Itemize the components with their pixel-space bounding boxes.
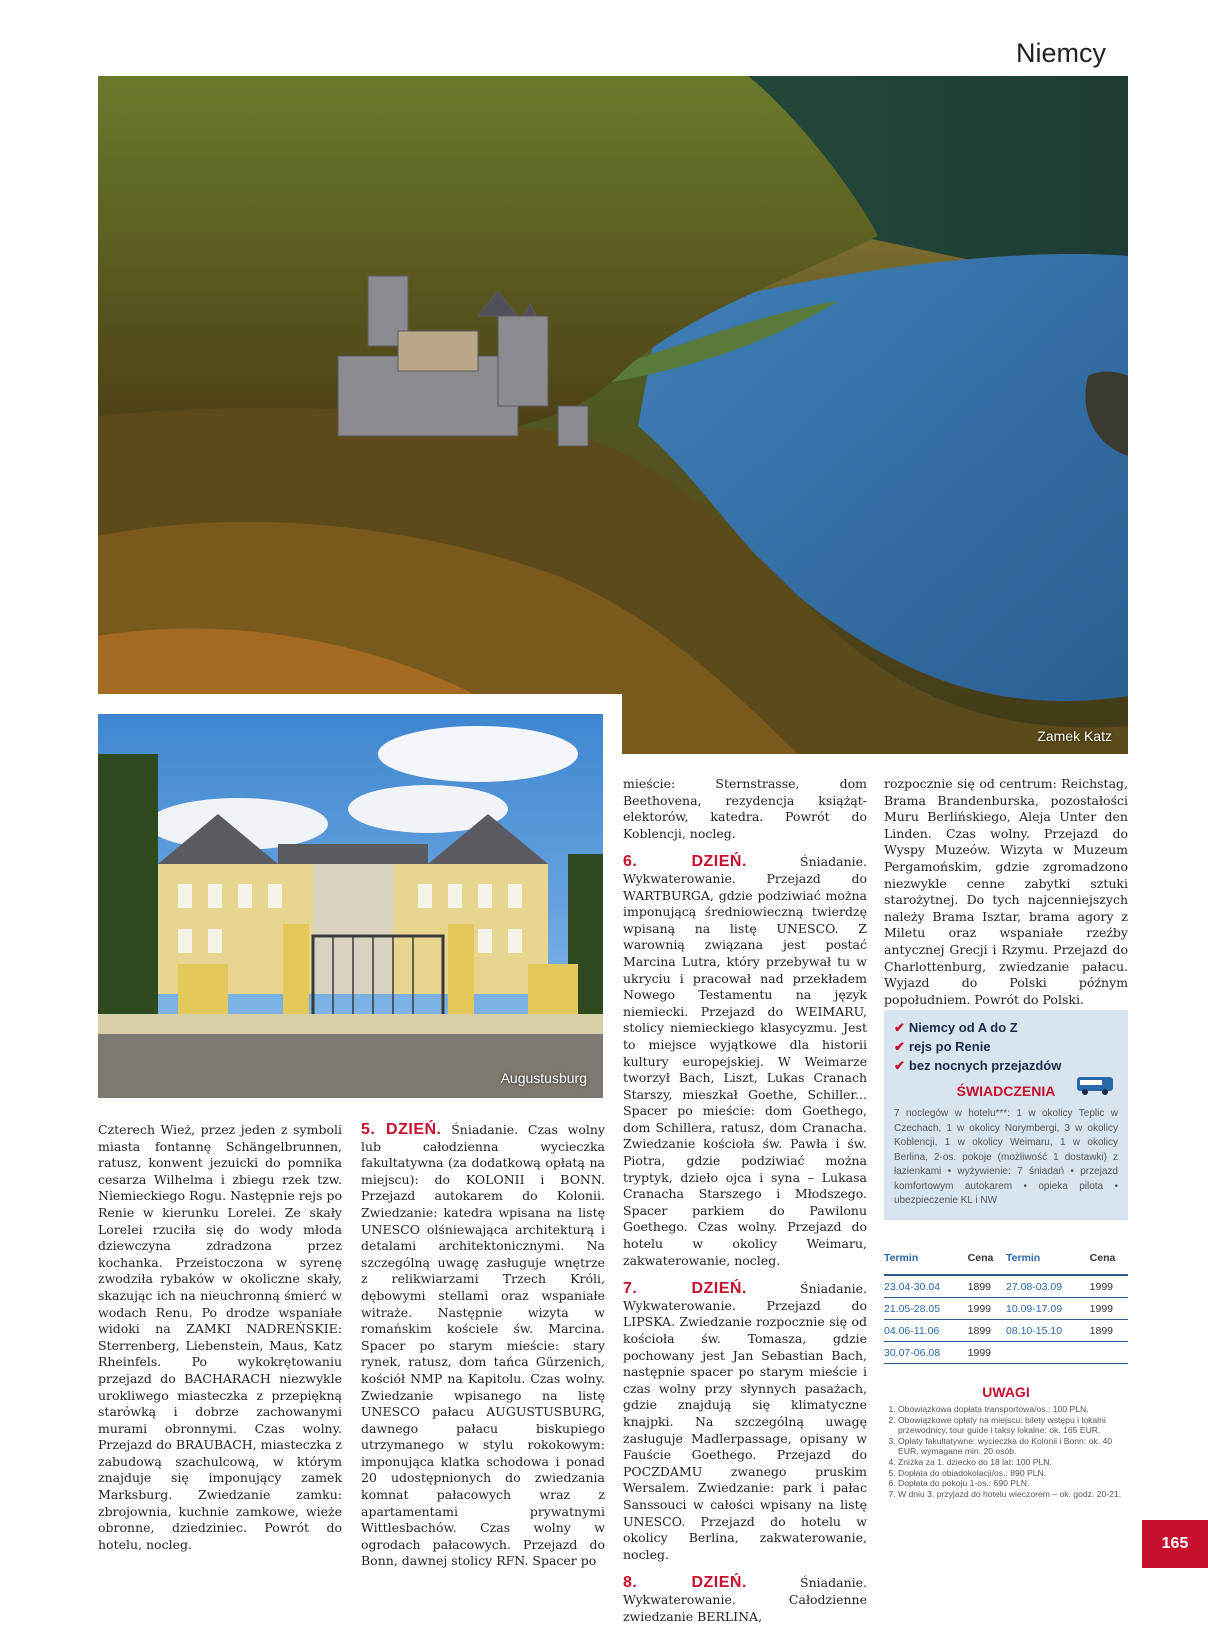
paragraph-day5 (361, 1122, 605, 1570)
augustusburg-palace-illustration (98, 714, 603, 1098)
uwagi-item: 4. Zniżka za 1. dziecko do 18 lat: 100 PLN. (898, 1457, 1128, 1468)
swiadczenia-heading: ŚWIADCZENIA (956, 1083, 1056, 1099)
uwagi-heading: UWAGI (982, 1384, 1030, 1400)
header-termin: Termin (1006, 1244, 1090, 1275)
text-column-4 (884, 776, 1128, 1008)
date-cell: 08.10-15.10 (1006, 1320, 1090, 1342)
date-cell: 23.04-30.04 (884, 1275, 968, 1298)
paragraph-day4-cont: Czterech Wież, przez jeden z symboli miasta fontannę Schängelbrunnen, ratusz, konwent jezuicki do pomnika cesarza Wilhelma i zbiegu rzek tzw. Niemieckiego Rogu. Następnie rejs po Renie w kierunku Lorelei. Ze skały Lorelei rzuciła się do wody młoda dziewczyna zdradzona przez kochanka. Przeistoczona w syrenę zwodziła rybaków w okoliczne skały, skazując ich na nieuchronną śmierć w wodach Renu. Po drodze wspaniałe widoki na ZAMKI NADREŃSKIE: Sterrenberg, Liebenstein, Maus, Katz Rheinfels. Po wykokrętowaniu przejazd do BACHARACH niezwykle urokliwego miasteczka z przepiękną starówką i dobrze zachowanymi murami obronnymi. Czas wolny. Przejazd do BRAUBACH, miasteczka z zabudową szachulcową, w którym znajduje się imponujący zamek Marksburg. Zwiedzanie zamku: zbrojownia, kuchnie zamkowe, wieże obronne, dziedziniec. Powrót do hotelu, nocleg. (98, 1122, 342, 1552)
check-icon: ✔ (894, 1039, 905, 1054)
table-header-row (884, 1244, 1128, 1275)
inset-photo (98, 714, 603, 1098)
hero-caption: Zamek Katz (1037, 728, 1112, 744)
day8-text: Śniadanie. Wykwaterowanie. Całodzienne zwiedzanie BERLINA, (623, 1575, 867, 1624)
paragraph-day8 (623, 1575, 867, 1625)
price-cell: 1999 (1090, 1298, 1128, 1320)
uwagi-item: 1. Obowiązkowa dopłata transportowa/os.: 100 PLN. (898, 1404, 1128, 1415)
price-table (884, 1244, 1128, 1364)
day8-heading: 8. DZIEŃ. (623, 1574, 747, 1592)
uwagi-item: 5. Dopłata do obiadokolacji/os.: 890 PLN. (898, 1468, 1128, 1479)
price-cell: 1999 (1090, 1275, 1128, 1298)
day6-text: Śniadanie. Wykwaterowanie. Przejazd do WARTBURGA, gdzie podziwiać można imponującą średniowieczną twierdzę wpisaną na listę UNESCO. Z warownią związana jest postać Marcina Lutra, który przebywał tu w ukryciu i pracował nad przekładem Nowego Testamentu na język niemiecki. Przejazd do WEIMARU, stolicy niemieckiego klasycyzmu. Jest to miejsce wyjątkowe dla historii kultury europejskiej. W Weimarze tworzył Bach, Liszt, Lukas Cranach Starszy, mieszkał Goethe, Schiller... Spacer po mieście: dom Goethego, dom Schillera, ratusz, dom Cranacha. Zwiedzanie kościoła św. Pawła i św. Piotra, gdzie podziwiać można tryptyk, dzieło ojca i syna – Lukasa Cranacha Starszego i Młodszego. Spacer parkiem do Pawilonu Goethego. Czas wolny. Przejazd do hotelu w okolicy Weimaru, zakwaterowanie, nocleg. (623, 854, 867, 1268)
text-column-3 (623, 776, 867, 1625)
info-box (884, 1010, 1128, 1220)
inset-caption: Augustusburg (500, 1070, 587, 1086)
uwagi-list (884, 1404, 1128, 1499)
day7-heading: 7. DZIEŃ. (623, 1280, 747, 1298)
table-row (884, 1298, 1128, 1320)
price-cell: 1899 (968, 1275, 1006, 1298)
paragraph-day7 (623, 1281, 867, 1563)
bus-icon (1076, 1075, 1116, 1097)
table-row (884, 1320, 1128, 1342)
rhine-valley-illustration (98, 76, 1128, 754)
uwagi-item: 6. Dopłata do pokoju 1-os.: 690 PLN. (898, 1478, 1128, 1489)
hero-photo (98, 76, 1128, 754)
uwagi-item: 3. Opłaty fakultatywne: wycieczka do Kolonii i Bonn: ok. 40 EUR, wymagane min. 20 osób. (898, 1436, 1128, 1457)
price-cell: 1899 (1090, 1320, 1128, 1342)
text-column-1 (98, 1122, 342, 1553)
header-termin: Termin (884, 1244, 968, 1275)
text-column-2 (361, 1122, 605, 1570)
check-icon: ✔ (894, 1020, 905, 1035)
header-cena: Cena (968, 1244, 1006, 1275)
price-cell (1090, 1342, 1128, 1364)
date-cell: 10.09-17.09 (1006, 1298, 1090, 1320)
price-cell: 1899 (968, 1320, 1006, 1342)
day6-heading: 6. DZIEŃ. (623, 853, 747, 871)
price-cell: 1999 (968, 1342, 1006, 1364)
feature-item: ✔ rejs po Renie (894, 1039, 991, 1054)
date-cell: 21.05-28.05 (884, 1298, 968, 1320)
day7-text: Śniadanie. Wykwaterowanie. Przejazd do LIPSKA. Zwiedzanie rozpocznie się od kościoła św. Tomasza, gdzie pochowany jest Jan Sebastian Bach, następnie spacer po starym mieście i czas wolny przy słynnych pasażach, gdzie znajdują się klimatyczne knajpki. Na szczególną uwagę zasługuje Madlerpassage, opisany w Fauście Goethego. Przejazd do POCZDAMU zwanego pruskim Wersalem. Zwiedzanie: park i pałac Sanssouci w całości wpisany na listę UNESCO. Przejazd do hotelu w okolicy Berlina, zakwaterowanie, nocleg. (623, 1281, 867, 1562)
page-number: 165 (1142, 1520, 1208, 1568)
header-cena: Cena (1090, 1244, 1128, 1275)
feature-item: ✔ bez nocnych przejazdów (894, 1058, 1062, 1073)
feature-item: ✔ Niemcy od A do Z (894, 1020, 1018, 1035)
date-cell (1006, 1342, 1090, 1364)
swiadczenia-text: 7 noclegów w hotelu***: 1 w okolicy Teplic w Czechach, 1 w okolicy Norymbergi, 3 w okolicy Koblencji, 1 w okolicy Weimaru, 1 w okolicy Berlina, 2-os. pokoje (możliwość 1 dostawki) z łazienkami • wyżywienie: 7 śniadań • przejazd komfortowym autokarem • opieka pilota • ubezpieczenie KL i NW (894, 1108, 1118, 1206)
day5-text: Śniadanie. Czas wolny lub całodzienna wycieczka fakultatywna (za dodatkową opłatą na miejscu): do KOLONII i BONN. Przejazd autokarem do Kolonii. Zwiedzanie: katedra wpisana na listę UNESCO olśniewająca architekturą i detalami architektonicznymi. Na szczególną uwagę zasługuje wnętrze z relikwiarzami Trzech Króli, dębowymi stellami oraz wspaniałe witraże. Następnie wizyta w romańskim kościele św. Marcina. Spacer po starym mieście: stary rynek, ratusz, dom tańca Gürzenich, kościół NMP na Kapitolu. Czas wolny. Zwiedzanie wpisanego na listę UNESCO pałacu AUGUSTUSBURG, dawnego pałacu biskupiego utrzymanego w stylu rokokowym: imponująca klatka schodowa i ponad 20 udostępnionych do zwiedzania komnat pałacowych wraz z apartamentami prywatnymi Wittlesbachów. Czas wolny w ogrodach pałacowych. Przejazd do Bonn, dawnej stolicy RFN. Spacer po (361, 1122, 605, 1569)
country-title: Niemcy (1015, 38, 1106, 68)
date-cell: 27.08-03.09 (1006, 1275, 1090, 1298)
paragraph-day6 (623, 854, 867, 1269)
date-cell: 30.07-06.08 (884, 1342, 968, 1364)
table-row (884, 1342, 1128, 1364)
uwagi-item: 7. W dniu 3. przyjazd do hotelu wieczorem – ok. godz. 20-21. (898, 1489, 1128, 1500)
paragraph-day5-cont: mieście: Sternstrasse, dom Beethovena, rezydencja książąt-elektorów, katedra. Powrót do Koblencji, nocleg. (623, 776, 867, 841)
paragraph-day8-cont: rozpocznie się od centrum: Reichstag, Brama Brandenburska, pozostałości Muru Berlińskiego, Aleja Unter den Linden. Czas wolny. Przejazd do Wyspy Muzeów. Wizyta w Muzeum Pergamońskim, gdzie zgromadzono niezwykle cenne zabytki sztuki starożytnej. Do tych najcenniejszych należy Brama Isztar, brama agory z Miletu oraz wspaniałe rzeźby antycznej Grecji i Rzymu. Przejazd do Charlottenburg, zwiedzanie pałacu. Wyjazd do Polski późnym popołudniem. Powrót do Polski. (884, 776, 1128, 1007)
check-icon: ✔ (894, 1058, 905, 1073)
date-cell: 04.06-11.06 (884, 1320, 968, 1342)
table-row (884, 1275, 1128, 1298)
uwagi-item: 2. Obowiązkowe opłaty na miejscu: bilety wstępu i lokalni przewodnicy, tour guide i taksy lokalne: ok. 165 EUR. (898, 1415, 1128, 1436)
price-cell: 1999 (968, 1298, 1006, 1320)
day5-heading: 5. DZIEŃ. (361, 1121, 442, 1138)
